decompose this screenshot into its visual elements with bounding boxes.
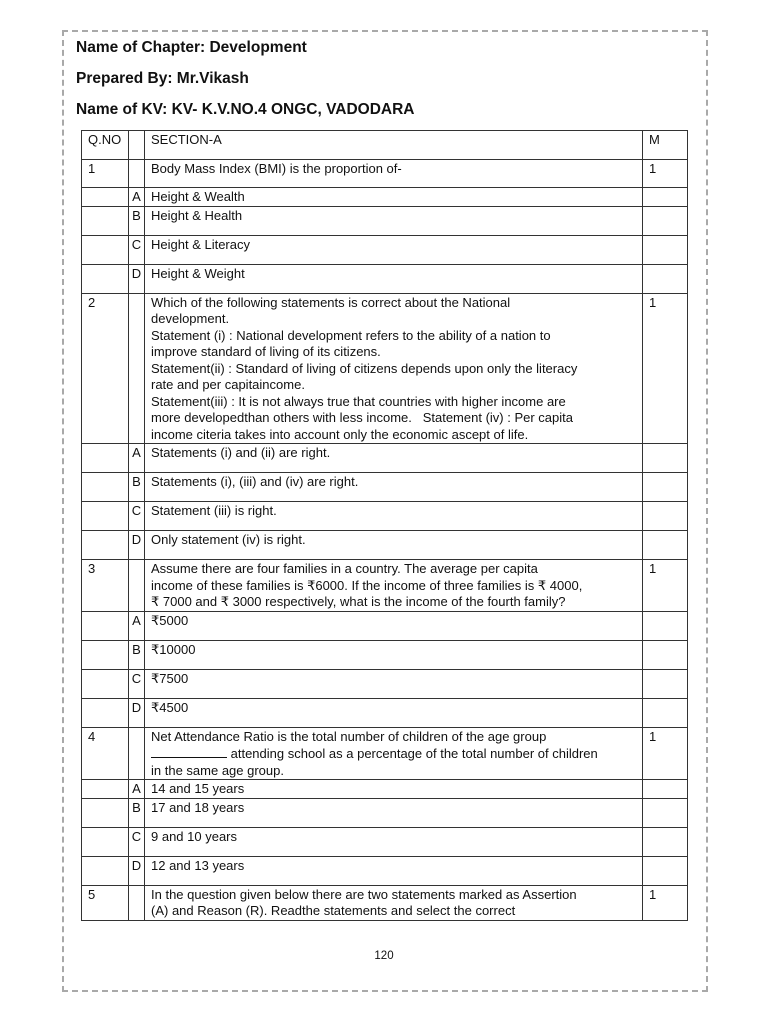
question-text: Body Mass Index (BMI) is the proportion of- [145,160,643,188]
option-letter: A [129,780,145,799]
option-text: 17 and 18 years [145,798,643,827]
option-row [82,206,688,235]
question-row [82,727,688,780]
option-row [82,780,688,799]
option-row [82,698,688,727]
option-letter: C [129,827,145,856]
option-text: Statements (i) and (ii) are right. [145,444,643,473]
option-row [82,444,688,473]
option-letter: B [129,798,145,827]
option-letter: D [129,856,145,885]
option-row [82,502,688,531]
option-text: Statements (i), (iii) and (iv) are right. [145,473,643,502]
page-number: 120 [374,950,394,962]
question-row [82,885,688,920]
option-letter: B [129,473,145,502]
kv-name: Name of KV: KV- K.V.NO.4 ONGC, VADODARA [76,101,415,118]
option-text: ₹5000 [145,611,643,640]
option-text: Only statement (iv) is right. [145,531,643,560]
question-number: 3 [82,560,129,612]
option-text: Height & Health [145,206,643,235]
option-row [82,531,688,560]
marks-header: M [643,131,688,160]
qno-header: Q.NO [82,131,129,160]
option-row [82,188,688,207]
option-text: 14 and 15 years [145,780,643,799]
option-row [82,640,688,669]
option-text: ₹7500 [145,669,643,698]
option-row [82,856,688,885]
question-marks: 1 [643,293,688,444]
option-letter: C [129,502,145,531]
option-letter: D [129,531,145,560]
option-letter: B [129,640,145,669]
option-text: Height & Literacy [145,235,643,264]
question-text: In the question given below there are two statements marked as Assertion (A) and Reason (R). Readthe statements and select the correct [145,885,643,920]
question-row [82,160,688,188]
option-letter: C [129,235,145,264]
option-letter: D [129,698,145,727]
option-text: Height & Weight [145,264,643,293]
option-text: Height & Wealth [145,188,643,207]
option-row [82,473,688,502]
option-letter: A [129,444,145,473]
question-marks: 1 [643,885,688,920]
option-row [82,798,688,827]
question-number: 5 [82,885,129,920]
question-marks: 1 [643,560,688,612]
question-table [81,130,688,921]
table-header-row [82,131,688,160]
option-text: ₹4500 [145,698,643,727]
question-row [82,560,688,612]
question-marks: 1 [643,727,688,780]
question-number: 2 [82,293,129,444]
chapter-title: Name of Chapter: Development [76,39,307,56]
option-text: 12 and 13 years [145,856,643,885]
option-text: 9 and 10 years [145,827,643,856]
option-letter: A [129,188,145,207]
question-text: Net Attendance Ratio is the total number of children of the age group attending school as a percentage of the total number of children in the same age group. [145,727,643,780]
option-letter: A [129,611,145,640]
option-row [82,827,688,856]
option-row [82,611,688,640]
option-letter: B [129,206,145,235]
option-letter: C [129,669,145,698]
option-row [82,235,688,264]
option-row [82,264,688,293]
option-row [82,669,688,698]
option-text: Statement (iii) is right. [145,502,643,531]
prepared-by: Prepared By: Mr.Vikash [76,70,249,87]
question-row [82,293,688,444]
question-text: Assume there are four families in a country. The average per capita income of these families is ₹6000. If the income of three families is ₹ 4000, ₹ 7000 and ₹ 3000 respectively, what is the income of the fourth family? [145,560,643,612]
option-letter: D [129,264,145,293]
option-text: ₹10000 [145,640,643,669]
section-header: SECTION-A [145,131,643,160]
question-number: 4 [82,727,129,780]
question-text: Which of the following statements is correct about the National development. Statement (i) : National development refers to the ability of a nation to improve standard of living of its citizens. Statement(ii) : Standard of living of citizens depends upon only the literacy rate and per capitaincome. Statement(iii) : It is not always true that countries with higher income are more developedthan others with less income. Statement (iv) : Per capita income citeria takes into account only the economic ascept of life. [145,293,643,444]
question-marks: 1 [643,160,688,188]
fill-in-blank [151,745,227,758]
question-number: 1 [82,160,129,188]
